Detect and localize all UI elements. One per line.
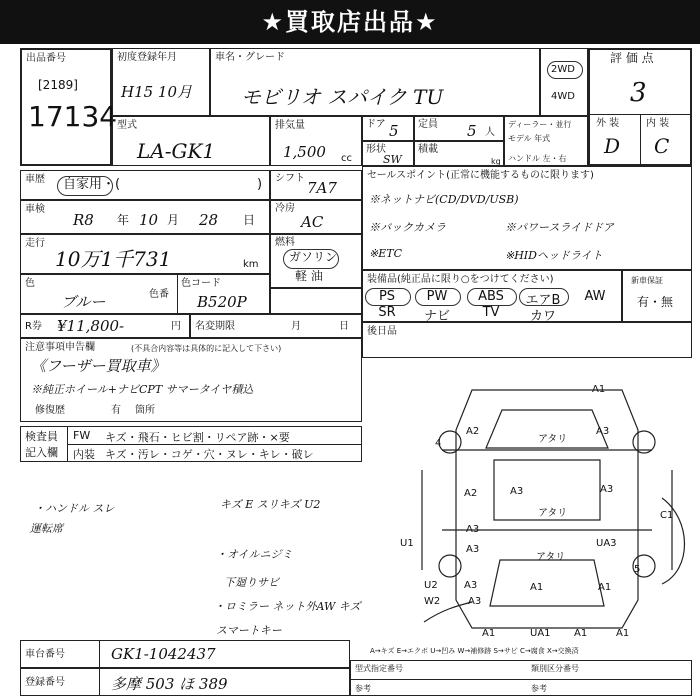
diagram-code: A3 bbox=[596, 426, 610, 437]
registration-label: 初度登録年月 bbox=[117, 52, 177, 63]
recycle-box bbox=[20, 314, 190, 338]
color-number-label: 色番 bbox=[149, 289, 169, 300]
comment: ・ハンドル スレ bbox=[34, 502, 115, 515]
diagram-code: A1 bbox=[574, 628, 588, 639]
equip-ps: PS bbox=[378, 289, 396, 304]
equip-tv: TV bbox=[482, 305, 500, 320]
category-close: ) bbox=[257, 177, 263, 192]
banner-title: ★買取店出品★ bbox=[0, 0, 700, 44]
exterior-label: 外 装 bbox=[596, 118, 620, 129]
diagram-code: A3 bbox=[466, 524, 480, 535]
registration-value: H15 10月 bbox=[121, 83, 193, 101]
model-year-label: モデル 年式 bbox=[508, 134, 551, 143]
capacity-box bbox=[414, 116, 504, 141]
registration-box bbox=[112, 48, 210, 116]
sales-label: セールスポイント(正常に機能するものに限ります) bbox=[367, 170, 594, 181]
lot-box bbox=[20, 48, 118, 166]
ref-label-1: 参考 bbox=[355, 684, 371, 693]
inspector-label-2: 記入欄 bbox=[25, 446, 58, 459]
diagram-code: アタリ bbox=[536, 552, 566, 563]
inspector-box bbox=[20, 426, 362, 462]
diagram-code: A2 bbox=[466, 426, 480, 437]
fuel-gasoline: ガソリン bbox=[289, 250, 338, 264]
sales-point: ※ネットナビ(CD/DVD/USB) bbox=[369, 193, 519, 206]
inspection-label: 車検 bbox=[25, 204, 45, 215]
notes-label: 注意事項申告欄 bbox=[25, 342, 95, 353]
notes-line1: 《フーザー買取車》 bbox=[31, 357, 166, 375]
plate-box bbox=[20, 668, 350, 696]
diagram-code: A2 bbox=[464, 488, 478, 499]
car-name-value: モビリオ スパイク TU bbox=[241, 85, 444, 109]
load-unit: kg bbox=[491, 157, 501, 166]
diagram-code: C1 bbox=[660, 510, 674, 521]
equip-leather: カワ bbox=[529, 309, 556, 324]
blank-box bbox=[270, 288, 362, 314]
color-code-value: B520P bbox=[197, 293, 247, 311]
load-box bbox=[414, 141, 504, 166]
fuel-box bbox=[270, 234, 362, 288]
car-name-box bbox=[210, 48, 540, 116]
recycle-label: R券 bbox=[25, 321, 42, 332]
diagram-code: A1 bbox=[482, 628, 496, 639]
damage-interior: 内装 bbox=[73, 448, 95, 461]
equip-abs: ABS bbox=[478, 289, 504, 304]
auction-sheet bbox=[20, 48, 692, 696]
category-value: 自家用・( bbox=[63, 177, 121, 192]
evaluation-box bbox=[588, 48, 692, 166]
color-label: 色 bbox=[25, 278, 35, 289]
name-change-box bbox=[190, 314, 362, 338]
type-code-box bbox=[350, 660, 692, 696]
diagram-code: U1 bbox=[400, 538, 414, 549]
equip-pw: PW bbox=[426, 289, 448, 304]
model-label: 型式 bbox=[117, 120, 137, 131]
category-label: 車歴 bbox=[25, 174, 45, 185]
drive-2wd: 2WD bbox=[551, 64, 575, 75]
repair-value: 有 bbox=[111, 405, 121, 416]
diagram-code: A1 bbox=[592, 384, 606, 395]
shape-box bbox=[362, 141, 414, 166]
diagram-code: 4 bbox=[435, 438, 442, 449]
later-box bbox=[362, 322, 692, 358]
model-box bbox=[112, 116, 270, 166]
comment: スマートキー bbox=[216, 624, 282, 637]
diagram-code: アタリ bbox=[538, 434, 568, 445]
equip-sr: SR bbox=[378, 305, 396, 320]
comment: 下廻りサビ bbox=[224, 576, 279, 589]
aircon-value: AC bbox=[301, 213, 324, 231]
type-code-label: 型式指定番号 bbox=[355, 664, 403, 673]
notes-line2: ※純正ホイール+ナビCPT サマータイヤ積込 bbox=[31, 383, 254, 396]
diagram-code: A3 bbox=[510, 486, 524, 497]
recycle-value: ¥11,800- bbox=[57, 317, 125, 335]
car-name-label: 車名・グレード bbox=[215, 52, 285, 63]
diagram-code: A1 bbox=[530, 582, 544, 593]
dealer-box bbox=[504, 116, 588, 166]
new-warranty-box bbox=[622, 270, 692, 322]
recycle-unit: 円 bbox=[171, 321, 181, 332]
chassis-value: GK1-1042437 bbox=[111, 645, 216, 663]
mileage-label: 走行 bbox=[25, 238, 45, 249]
sales-point: ※バックカメラ bbox=[369, 221, 446, 234]
shape-label: 形状 bbox=[366, 144, 386, 155]
equip-navi: ナビ bbox=[423, 309, 450, 324]
doors-value: 5 bbox=[389, 122, 399, 140]
diagram-code: A1 bbox=[616, 628, 630, 639]
diagram-code: A3 bbox=[600, 484, 614, 495]
capacity-unit: 人 bbox=[485, 127, 495, 138]
interior-grade: C bbox=[654, 134, 670, 158]
damage-fw: FW bbox=[73, 429, 91, 442]
plate-value: 多摩 503 ほ 389 bbox=[111, 675, 228, 693]
fuel-diesel: 軽 油 bbox=[295, 269, 323, 283]
diagram-code: W2 bbox=[424, 596, 441, 607]
repair-place: 箇所 bbox=[135, 405, 155, 416]
shift-value: 7A7 bbox=[307, 179, 337, 197]
damage-legend: A→キズ E→エクボ U→凹み W→補修跡 S→サビ C→腐食 X→交換済 bbox=[370, 647, 579, 655]
sales-point: ※HIDヘッドライト bbox=[505, 249, 603, 262]
chassis-label: 車台番号 bbox=[25, 649, 65, 660]
handle-label: ハンドル 左・右 bbox=[508, 154, 567, 163]
inspector-label-1: 検査員 bbox=[25, 430, 58, 443]
doors-label: ドア bbox=[366, 119, 386, 130]
name-change-day: 日 bbox=[339, 321, 349, 332]
repair-label: 修復歴 bbox=[35, 405, 65, 416]
shift-box bbox=[270, 170, 362, 200]
comment: ・ロミラー ネット外AW キズ bbox=[214, 600, 361, 613]
displacement-box bbox=[270, 116, 362, 166]
damage-fw-text: キズ・飛石・ヒビ割・リペア跡・×要 bbox=[105, 431, 290, 444]
drive-4wd: 4WD bbox=[551, 91, 575, 102]
doors-box bbox=[362, 116, 414, 141]
notes-box bbox=[20, 338, 362, 422]
category-box bbox=[20, 170, 270, 200]
interior-label: 内 装 bbox=[646, 118, 670, 129]
aircon-label: 冷房 bbox=[275, 203, 295, 214]
capacity-label: 定員 bbox=[418, 119, 438, 130]
sales-box bbox=[362, 166, 692, 270]
plate-label: 登録番号 bbox=[25, 677, 65, 688]
new-warranty-label: 新車保証 bbox=[631, 276, 663, 285]
comment: キズ E スリキズ U2 bbox=[220, 498, 321, 511]
diagram-code: A3 bbox=[466, 544, 480, 555]
diagram-code: A3 bbox=[464, 580, 478, 591]
displacement-label: 排気量 bbox=[275, 120, 305, 131]
shape-value: SW bbox=[383, 153, 402, 166]
diagram-code: アタリ bbox=[538, 508, 568, 519]
diagram-code: 5 bbox=[634, 564, 641, 575]
inspection-year-unit: 年 bbox=[117, 213, 130, 227]
capacity-value: 5 bbox=[467, 122, 477, 140]
diagram-code: U2 bbox=[424, 580, 438, 591]
ref-label-2: 参考 bbox=[531, 684, 547, 693]
drive-box bbox=[540, 48, 588, 116]
evaluation-label: 評 価 点 bbox=[610, 51, 654, 65]
shift-label: シフト bbox=[275, 173, 305, 184]
chassis-box bbox=[20, 640, 350, 668]
load-label: 積載 bbox=[418, 144, 438, 155]
displacement-unit: cc bbox=[341, 153, 352, 164]
comment: 運転席 bbox=[30, 522, 63, 535]
dealer-label: ディーラー・並行 bbox=[508, 120, 572, 129]
mileage-value: 10万1千731 bbox=[55, 247, 172, 271]
damage-interior-text: キズ・汚レ・コゲ・穴・ヌレ・キレ・破レ bbox=[105, 448, 314, 461]
mileage-box bbox=[20, 234, 270, 274]
diagram-code: A1 bbox=[598, 582, 612, 593]
new-warranty-value: 有・無 bbox=[637, 295, 674, 309]
inspection-day: 28 bbox=[199, 211, 219, 229]
color-box bbox=[20, 274, 270, 314]
equip-airbag: エアB bbox=[525, 293, 561, 308]
mileage-unit: km bbox=[243, 259, 259, 270]
lot-number: 17134 bbox=[28, 100, 118, 133]
wheel-rear-left bbox=[439, 555, 461, 577]
lot-label: 出品番号 bbox=[26, 53, 66, 64]
name-change-label: 名変期限 bbox=[195, 321, 235, 332]
rear-window bbox=[490, 560, 604, 606]
inspection-year: R8 bbox=[73, 211, 94, 229]
equipment-box bbox=[362, 270, 622, 322]
inspection-month: 10 bbox=[139, 211, 159, 229]
sales-point: ※ETC bbox=[369, 247, 402, 260]
color-value: ブルー bbox=[61, 293, 106, 311]
inspection-month-unit: 月 bbox=[167, 213, 180, 227]
evaluation-score: 3 bbox=[630, 78, 647, 108]
class-code-label: 類別区分番号 bbox=[531, 664, 579, 673]
fuel-label: 燃料 bbox=[275, 237, 295, 248]
inspection-day-unit: 日 bbox=[243, 213, 256, 227]
later-label: 後日品 bbox=[367, 326, 397, 337]
notes-sub: (不具合内容等は具体的に記入して下さい) bbox=[131, 344, 282, 353]
diagram-code: UA1 bbox=[530, 628, 551, 639]
diagram-code: A3 bbox=[468, 596, 482, 607]
inspection-box bbox=[20, 200, 270, 234]
displacement-value: 1,500 bbox=[283, 143, 326, 161]
color-code-label: 色コード bbox=[181, 278, 221, 289]
sales-point: ※パワースライドドア bbox=[505, 221, 614, 234]
equipment-label: 装備品(純正品に限り○をつけてください) bbox=[367, 274, 554, 285]
name-change-month: 月 bbox=[291, 321, 301, 332]
comment: ・オイルニジミ bbox=[216, 548, 293, 561]
aircon-box bbox=[270, 200, 362, 234]
diagram-code: UA3 bbox=[596, 538, 617, 549]
model-value: LA-GK1 bbox=[137, 139, 216, 163]
lot-small-number: [2189] bbox=[38, 78, 78, 92]
equip-aw: AW bbox=[584, 289, 606, 304]
exterior-grade: D bbox=[604, 134, 621, 158]
